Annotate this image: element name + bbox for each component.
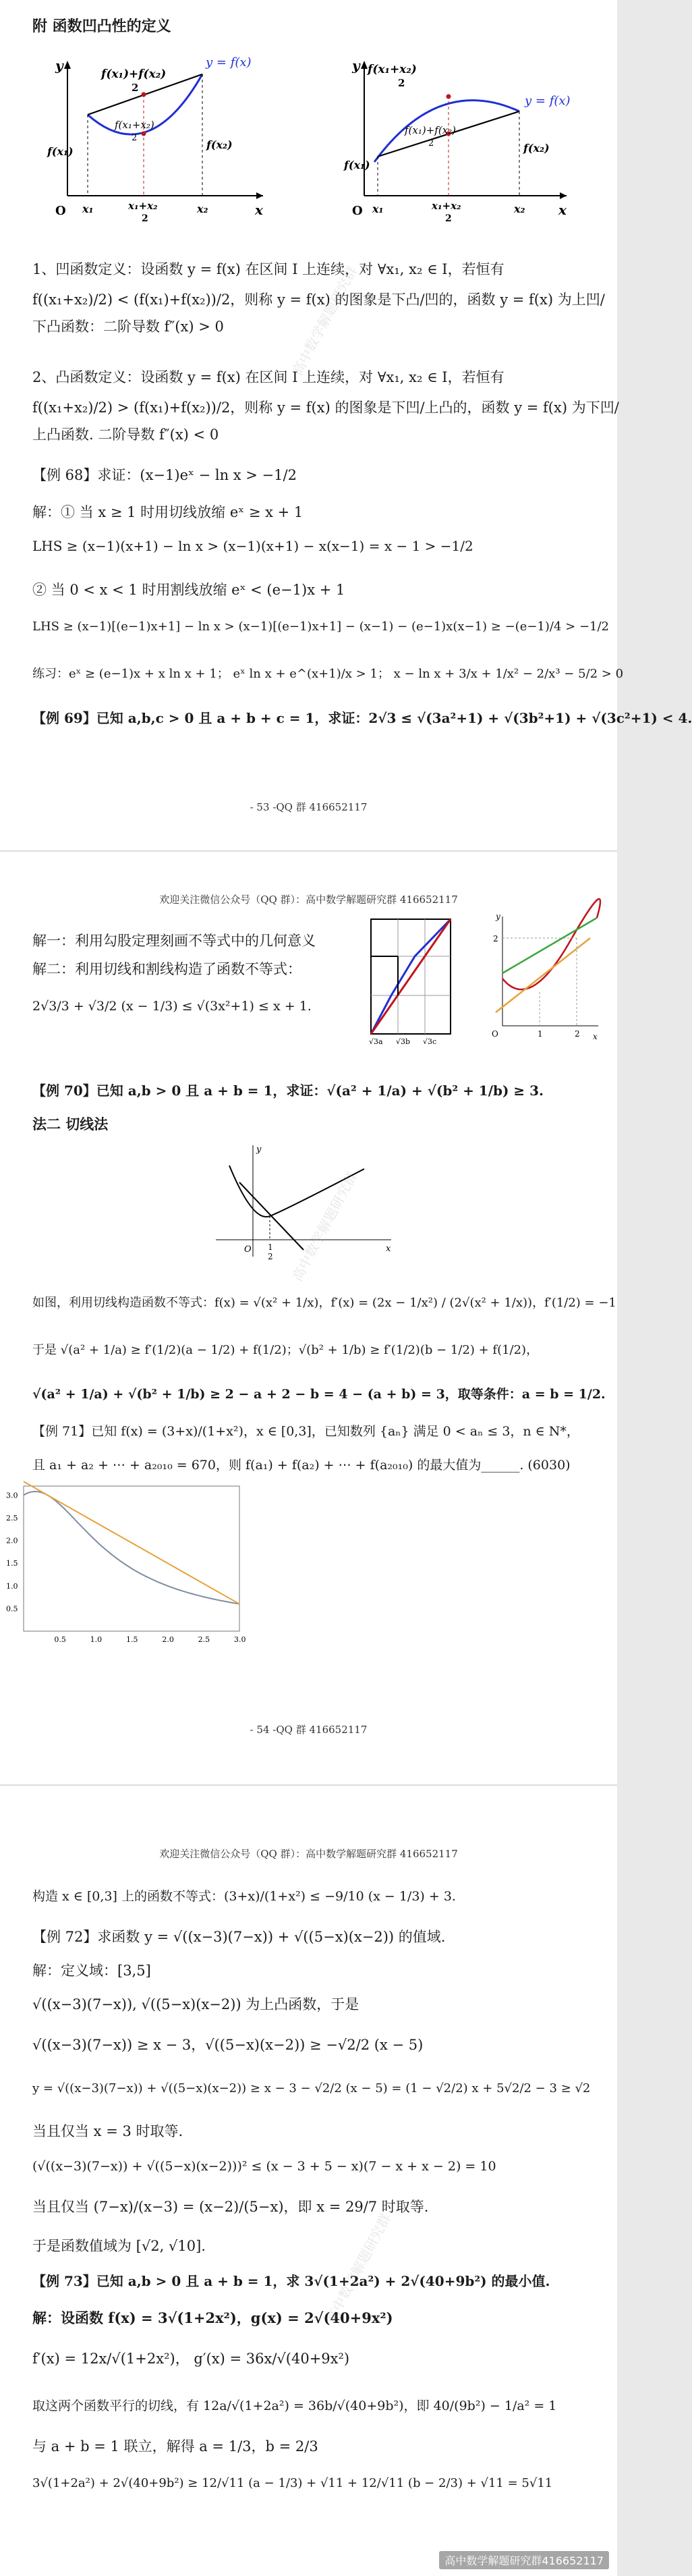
example-72: 【例 72】求函数 y = √((x−3)(7−x)) + √((5−x)(x−2)) 的值域. <box>32 1929 446 1945</box>
x-axis-label: x <box>593 1032 598 1041</box>
origin-label: O <box>244 1244 252 1255</box>
curve-mid-label: f(x₁+x₂) <box>115 119 154 131</box>
page-55 <box>0 1786 617 2576</box>
concave-def-3: 下凸函数：二阶导数 f″(x) > 0 <box>32 319 224 335</box>
y-axis-label: y <box>256 1145 262 1155</box>
chord-mid-label: f(x₁)+f(x₂) <box>405 124 457 136</box>
page-footer: - 53 -QQ 群 416652117 <box>250 801 368 813</box>
ex72-eq2: 当且仅当 (7−x)/(x−3) = (x−2)/(5−x)，即 x = 29/7 时取等. <box>32 2199 429 2215</box>
tangent-line <box>24 1481 239 1604</box>
origin-label: O <box>55 204 66 218</box>
x-axis-label: x <box>386 1244 391 1254</box>
ex71-cont: 且 a₁ + a₂ + ⋯ + a₂₀₁₀ = 670，则 f(a₁) + f(a₂) + ⋯ + f(a₂₀₁₀) 的最大值为______. (6030) <box>32 1458 571 1473</box>
ex68-case1: 解：① 当 x ≥ 1 时用切线放缩 eˣ ≥ x + 1 <box>32 504 304 520</box>
page-54 <box>0 852 617 1784</box>
tick-label: √3b <box>396 1037 411 1046</box>
x-axis-label: x <box>558 202 567 218</box>
ex72-concave: √((x−3)(7−x)), √((5−x)(x−2)) 为上凸函数，于是 <box>32 1996 359 2012</box>
ex72-bound: √((x−3)(7−x)) ≥ x − 3，√((5−x)(x−2)) ≥ −√2/2 (x − 5) <box>32 2037 424 2053</box>
ex72-range: 于是函数值域为 [√2, √10]. <box>32 2238 206 2254</box>
curve-label: y = f(x) <box>206 55 252 70</box>
convex-def-1: 2、凸函数定义：设函数 y = f(x) 在区间 I 上连续，对 ∀x₁, x₂ ∈ I，若恒有 <box>32 369 504 385</box>
tick-label: √3a <box>369 1037 383 1046</box>
ex70-tangent-fn: 如图，利用切线构造函数不等式：f(x) = √(x² + 1/x)，f′(x) = (2x − 1/x²) / (2√(x² + 1/x))，f′(1/2) = −1 <box>32 1296 616 1310</box>
method-2-title: 法二 切线法 <box>32 1116 109 1132</box>
figure-convex <box>344 54 573 223</box>
ex70-result: √(a² + 1/a) + √(b² + 1/b) ≥ 2 − a + 2 − b = 4 − (a + b) = 3，取等条件：a = b = 1/2. <box>32 1387 606 1402</box>
ex72-eq1: 当且仅当 x = 3 时取等. <box>32 2123 183 2139</box>
x2-label: x₂ <box>514 202 525 215</box>
sol-1: 解一：利用勾股定理刻画不等式中的几何意义 <box>32 933 316 949</box>
x-tick-label: 1.5 <box>126 1635 138 1644</box>
tan-sec-ineq: 2√3/3 + √3/2 (x − 1/3) ≤ √(3x²+1) ≤ x + 1. <box>32 999 312 1014</box>
figure-pythagoras <box>368 916 455 1051</box>
page-header: 欢迎关注微信公众号（QQ 群）：高中数学解题研究群 416652117 <box>159 1848 458 1860</box>
curve-fx <box>24 1491 239 1604</box>
ex73-setup: 解：设函数 f(x) = 3√(1+2x²)，g(x) = 2√(40+9x²) <box>32 2309 393 2326</box>
xm-label: x₁+x₂ <box>432 200 461 212</box>
watermark: 高中数学解题研究群 <box>289 263 361 379</box>
y-tick-label: 2.0 <box>6 1536 18 1545</box>
ex72-domain: 解：定义域：[3,5] <box>32 1963 151 1979</box>
x-axis-label: x <box>255 202 263 218</box>
y-tick-label: 1.5 <box>6 1559 18 1568</box>
example-70: 【例 70】已知 a,b > 0 且 a + b = 1，求证：√(a² + 1/a) + √(b² + 1/b) ≥ 3. <box>32 1083 544 1099</box>
ex73-derivatives: f′(x) = 12x/√(1+2x²)， g′(x) = 36x/√(40+9x²) <box>32 2351 350 2367</box>
figure-ex70 <box>202 1142 398 1260</box>
ex71-tangent-ineq: 构造 x ∈ [0,3] 上的函数不等式：(3+x)/(1+x²) ≤ −9/10 (x − 1/3) + 3. <box>32 1889 456 1904</box>
chord-mid-label: f(x₁)+f(x₂) <box>101 67 167 81</box>
convex-def-2: f((x₁+x₂)/2) > (f(x₁)+f(x₂))/2，则称 y = f(x) 的图象是下凹/上凸的，函数 y = f(x) 为下凹/ <box>32 400 619 416</box>
tick-label: √3c <box>423 1037 437 1046</box>
concave-def-1: 1、凹函数定义：设函数 y = f(x) 在区间 I 上连续，对 ∀x₁, x₂ ∈ I，若恒有 <box>32 261 504 277</box>
tick-label: 2 <box>493 934 498 943</box>
curve-mid-label: f(x₁+x₂) <box>368 63 417 76</box>
x-tick-label: 3.0 <box>234 1635 246 1644</box>
ex68-case1-lhs: LHS ≥ (x−1)(x+1) − ln x > (x−1)(x+1) − x(x−1) = x − 1 > −1/2 <box>32 538 473 554</box>
curve-label: y = f(x) <box>525 94 571 108</box>
ex68-case2: ② 当 0 < x < 1 时用割线放缩 eˣ < (e−1)x + 1 <box>32 582 345 598</box>
x-tick-label: 2.0 <box>162 1635 174 1644</box>
ex73-solve: 与 a + b = 1 联立，解得 a = 1/3，b = 2/3 <box>32 2438 318 2455</box>
x1-label: x₁ <box>372 202 384 215</box>
ex73-result: 3√(1+2a²) + 2√(40+9b²) ≥ 12/√11 (a − 1/3) + √11 + 12/√11 (b − 2/3) + √11 = 5√11 <box>32 2476 553 2490</box>
chord-mid-den: 2 <box>428 138 434 148</box>
x-tick-label: 2.5 <box>198 1635 210 1644</box>
origin-label: O <box>492 1029 498 1039</box>
fx1-label: f(x₁) <box>344 159 370 171</box>
y-axis-label: y <box>352 57 360 74</box>
fx2-label: f(x₂) <box>523 142 550 155</box>
figure-tangent-secant <box>482 911 604 1046</box>
y-axis-label: y <box>55 57 63 74</box>
example-68: 【例 68】求证：(x−1)eˣ − ln x > −1/2 <box>32 467 297 483</box>
x-tick-label: 1.0 <box>90 1635 103 1644</box>
ex72-cauchy: (√((x−3)(7−x)) + √((5−x)(x−2)))² ≤ (x − 3 + 5 − x)(7 − x + x − 2) = 10 <box>32 2159 496 2174</box>
ex70-yushi: 于是 √(a² + 1/a) ≥ f′(1/2)(a − 1/2) + f(1/2)；√(b² + 1/b) ≥ f′(1/2)(b − 1/2) + f(1/2)， <box>32 1343 539 1357</box>
ex73-parallel: 取这两个函数平行的切线，有 12a/√(1+2a²) = 36b/√(40+9b²)，即 40/(9b²) − 1/a² = 1 <box>32 2399 557 2413</box>
example-69: 【例 69】已知 a,b,c > 0 且 a + b + c = 1，求证：2√3 ≤ √(3a²+1) + √(3b²+1) + √(3c²+1) < 4. <box>32 710 692 726</box>
watermark-badge: 高中数学解题研究群416652117 <box>439 2551 609 2569</box>
convex-def-3: 上凸函数. 二阶导数 f″(x) < 0 <box>32 427 219 443</box>
ex68-case2-lhs: LHS ≥ (x−1)[(e−1)x+1] − ln x > (x−1)[(e−1)x+1] − (x−1) − (e−1)x(x−1) ≥ −(e−1)/4 > −1/2 <box>32 620 609 634</box>
figure-concave <box>47 54 270 223</box>
y-tick-label: 1.0 <box>6 1581 18 1591</box>
tick-label: 1 <box>538 1029 543 1039</box>
origin-label: O <box>352 204 363 218</box>
curve-mid-den: 2 <box>398 77 405 89</box>
example-73: 【例 73】已知 a,b > 0 且 a + b = 1，求 3√(1+2a²) + 2√(40+9b²) 的最小值. <box>32 2273 550 2289</box>
x2-label: x₂ <box>197 202 208 215</box>
fx2-label: f(x₂) <box>206 138 233 151</box>
tick-den: 2 <box>268 1252 273 1261</box>
watermark: 高中数学解题研究群 <box>289 1169 361 1284</box>
y-axis-label: y <box>496 912 500 921</box>
figure-ex71-chart <box>3 1483 246 1651</box>
xm-den: 2 <box>142 213 148 224</box>
x-tick-label: 0.5 <box>54 1635 66 1644</box>
page-53 <box>0 0 692 850</box>
y-tick-label: 0.5 <box>6 1604 18 1614</box>
example-71: 【例 71】已知 f(x) = (3+x)/(1+x²)，x ∈ [0,3]，已知数列 {aₙ} 满足 0 < aₙ ≤ 3，n ∈ N*， <box>32 1424 579 1439</box>
y-tick-label: 3.0 <box>6 1491 18 1500</box>
watermark: 高中数学解题研究群 <box>322 2211 395 2326</box>
concave-def-2: f((x₁+x₂)/2) < (f(x₁)+f(x₂))/2，则称 y = f(x) 的图象是下凸/凹的，函数 y = f(x) 为上凹/ <box>32 292 605 308</box>
page-footer: - 54 -QQ 群 416652117 <box>250 1724 368 1736</box>
chord-mid-den: 2 <box>132 82 139 94</box>
tick-label: 2 <box>575 1029 580 1039</box>
sol-2: 解二：利用切线和割线构造了函数不等式： <box>32 961 301 977</box>
tick-num: 1 <box>268 1242 273 1252</box>
practice: 练习：eˣ ≥ (e−1)x + x ln x + 1； eˣ ln x + e^(x+1)/x > 1； x − ln x + 3/x + 1/x² − 2/x³ − 5/2 > 0 <box>32 667 624 681</box>
ex72-sum: y = √((x−3)(7−x)) + √((5−x)(x−2)) ≥ x − 3 − √2/2 (x − 5) = (1 − √2/2) x + 5√2/2 − 3 ≥ √2 <box>32 2081 591 2095</box>
fx1-label: f(x₁) <box>47 145 74 158</box>
page-header: 欢迎关注微信公众号（QQ 群）：高中数学解题研究群 416652117 <box>159 894 458 906</box>
xm-den: 2 <box>445 213 452 224</box>
xm-label: x₁+x₂ <box>128 200 158 212</box>
section-title: 附 函数凹凸性的定义 <box>32 18 171 35</box>
x1-label: x₁ <box>82 202 94 215</box>
y-tick-label: 2.5 <box>6 1514 18 1523</box>
curve-mid-den: 2 <box>132 133 138 143</box>
